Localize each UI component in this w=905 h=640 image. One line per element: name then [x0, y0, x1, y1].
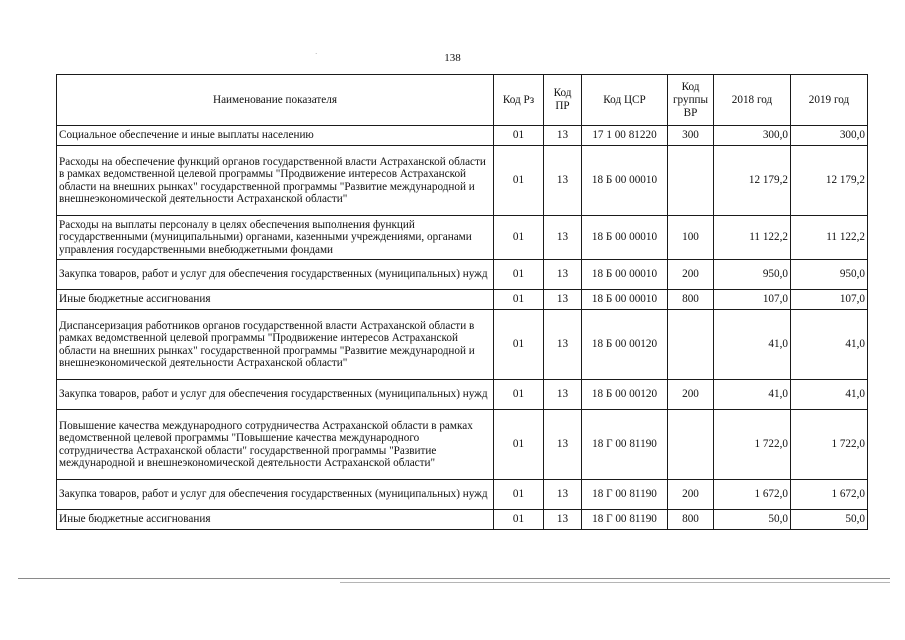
cell-2018: 107,0: [714, 290, 791, 310]
cell-csr: 17 1 00 81220: [582, 126, 668, 146]
cell-name: Расходы на выплаты персоналу в целях обеспечения выполнения функций государственными (муниципальными) органами, казенными учреждениями, органами управления государственными внебюджетными фондами: [57, 216, 494, 260]
table-row: [57, 380, 868, 410]
header-rz: Код Рз: [494, 75, 544, 126]
cell-rz: 01: [494, 146, 544, 216]
table-row: [57, 146, 868, 216]
cell-2019: 300,0: [791, 126, 868, 146]
cell-vr: 200: [668, 260, 714, 290]
scan-speck: ·: [315, 50, 318, 58]
table-row: [57, 126, 868, 146]
cell-pr: 13: [544, 290, 582, 310]
cell-vr: 800: [668, 290, 714, 310]
cell-csr: 18 Б 00 00120: [582, 380, 668, 410]
cell-vr: [668, 146, 714, 216]
cell-rz: 01: [494, 310, 544, 380]
cell-pr: 13: [544, 380, 582, 410]
cell-vr: 200: [668, 480, 714, 510]
budget-table: [56, 74, 868, 530]
table-row: [57, 216, 868, 260]
cell-pr: 13: [544, 216, 582, 260]
cell-pr: 13: [544, 260, 582, 290]
cell-vr: [668, 310, 714, 380]
cell-name: Закупка товаров, работ и услуг для обеспечения государственных (муниципальных) нужд: [57, 380, 494, 410]
header-vr: Код группы ВР: [668, 75, 714, 126]
cell-name: Закупка товаров, работ и услуг для обеспечения государственных (муниципальных) нужд: [57, 260, 494, 290]
cell-rz: 01: [494, 480, 544, 510]
cell-rz: 01: [494, 510, 544, 530]
table-row: [57, 480, 868, 510]
cell-rz: 01: [494, 216, 544, 260]
table-row: [57, 510, 868, 530]
cell-csr: 18 Г 00 81190: [582, 410, 668, 480]
footer-divider: [18, 578, 890, 579]
cell-csr: 18 Б 00 00010: [582, 260, 668, 290]
cell-2019: 12 179,2: [791, 146, 868, 216]
cell-csr: 18 Б 00 00010: [582, 290, 668, 310]
table-row: [57, 310, 868, 380]
cell-csr: 18 Б 00 00010: [582, 146, 668, 216]
cell-csr: 18 Г 00 81190: [582, 510, 668, 530]
header-csr: Код ЦСР: [582, 75, 668, 126]
cell-rz: 01: [494, 380, 544, 410]
cell-2019: 50,0: [791, 510, 868, 530]
cell-pr: 13: [544, 480, 582, 510]
page-number: 138: [444, 52, 461, 64]
cell-rz: 01: [494, 290, 544, 310]
cell-name: Социальное обеспечение и иные выплаты населению: [57, 126, 494, 146]
cell-vr: 100: [668, 216, 714, 260]
cell-pr: 13: [544, 310, 582, 380]
cell-name: Иные бюджетные ассигнования: [57, 290, 494, 310]
cell-pr: 13: [544, 146, 582, 216]
header-2019: 2019 год: [791, 75, 868, 126]
cell-vr: 800: [668, 510, 714, 530]
cell-vr: [668, 410, 714, 480]
cell-rz: 01: [494, 126, 544, 146]
cell-name: Расходы на обеспечение функций органов государственной власти Астраханской области в рамках ведомственной целевой программы "Продвижение интересов Астраханской области на внешних рынках" государственной программы "Развитие международной и внешнеэкономической деятельности Астраханской области": [57, 146, 494, 216]
table-row: [57, 260, 868, 290]
cell-2018: 11 122,2: [714, 216, 791, 260]
cell-2019: 1 672,0: [791, 480, 868, 510]
cell-2018: 950,0: [714, 260, 791, 290]
cell-2019: 41,0: [791, 310, 868, 380]
cell-name: Повышение качества международного сотрудничества Астраханской области в рамках ведомственной целевой программы "Повышение качества международного сотрудничества Астраханской области" государственной программы "Развитие международной и внешнеэкономической деятельности Астраханской области": [57, 410, 494, 480]
cell-name: Диспансеризация работников органов государственной власти Астраханской области в рамках ведомственной целевой программы "Продвижение интересов Астраханской области на внешних рынках" государственной программы "Развитие международной и внешнеэкономической деятельности Астраханской области": [57, 310, 494, 380]
cell-name: Иные бюджетные ассигнования: [57, 510, 494, 530]
header-2018: 2018 год: [714, 75, 791, 126]
cell-2018: 1 722,0: [714, 410, 791, 480]
cell-pr: 13: [544, 126, 582, 146]
cell-name: Закупка товаров, работ и услуг для обеспечения государственных (муниципальных) нужд: [57, 480, 494, 510]
cell-2019: 107,0: [791, 290, 868, 310]
cell-rz: 01: [494, 410, 544, 480]
cell-2019: 1 722,0: [791, 410, 868, 480]
cell-2019: 11 122,2: [791, 216, 868, 260]
cell-2018: 50,0: [714, 510, 791, 530]
cell-2018: 41,0: [714, 380, 791, 410]
cell-2018: 12 179,2: [714, 146, 791, 216]
cell-vr: 300: [668, 126, 714, 146]
table-header-row: [57, 75, 868, 126]
cell-csr: 18 Б 00 00120: [582, 310, 668, 380]
cell-pr: 13: [544, 410, 582, 480]
cell-2018: 1 672,0: [714, 480, 791, 510]
header-name: Наименование показателя: [57, 75, 494, 126]
cell-csr: 18 Г 00 81190: [582, 480, 668, 510]
table-row: [57, 290, 868, 310]
cell-pr: 13: [544, 510, 582, 530]
cell-rz: 01: [494, 260, 544, 290]
cell-2018: 300,0: [714, 126, 791, 146]
cell-2019: 950,0: [791, 260, 868, 290]
cell-2018: 41,0: [714, 310, 791, 380]
footer-divider-secondary: [340, 582, 890, 583]
cell-csr: 18 Б 00 00010: [582, 216, 668, 260]
cell-vr: 200: [668, 380, 714, 410]
header-pr: Код ПР: [544, 75, 582, 126]
table-row: [57, 410, 868, 480]
cell-2019: 41,0: [791, 380, 868, 410]
